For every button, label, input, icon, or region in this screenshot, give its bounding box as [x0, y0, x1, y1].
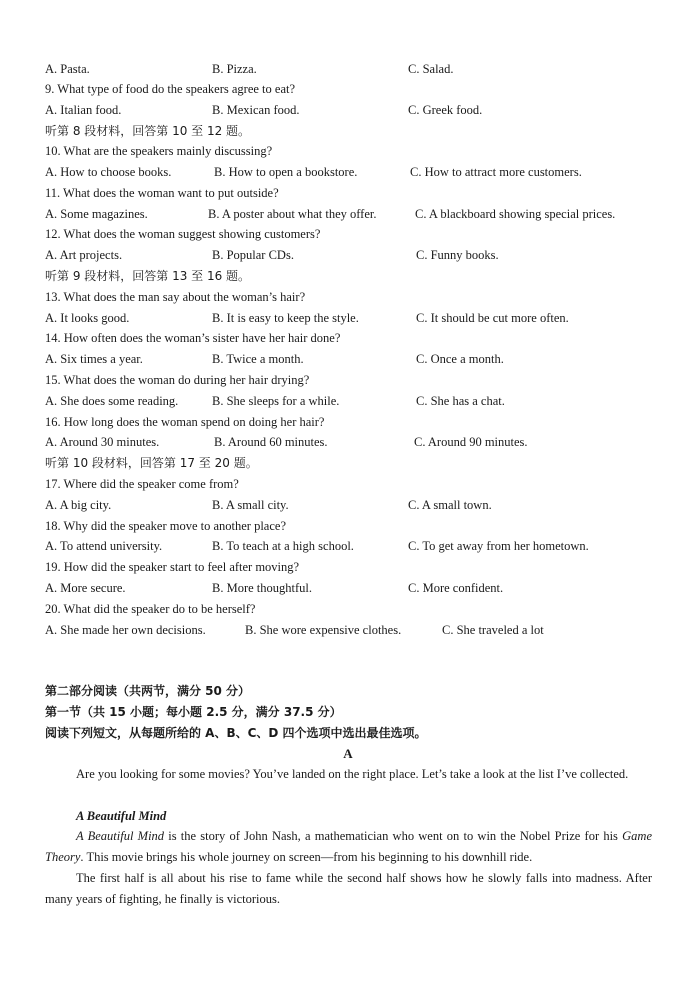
paragraph-text: . This movie brings his whole journey on screen—from his beginning to his downhill ride. — [80, 849, 533, 864]
answer-option: B. Around 60 minutes. — [214, 435, 328, 449]
answer-option: B. Mexican food. — [212, 103, 300, 117]
answer-option: B. Pizza. — [212, 62, 257, 76]
answer-option: A. She does some reading. — [45, 394, 179, 408]
passage-paragraph-1 — [45, 826, 652, 867]
answer-option: A. Around 30 minutes. — [45, 435, 160, 449]
question-text: 20. What did the speaker do to be herself? — [45, 602, 256, 616]
answer-option: B. Twice a month. — [212, 352, 304, 366]
answer-option: B. Popular CDs. — [212, 248, 294, 262]
answer-option: B. It is easy to keep the style. — [212, 311, 359, 325]
answer-option: B. She sleeps for a while. — [212, 394, 340, 408]
answer-option: A. More secure. — [45, 581, 126, 595]
part-title: 第二部分阅读（共两节，满分 50 分） — [45, 684, 251, 698]
passage-intro: Are you looking for some movies? You’ve landed on the right place. Let’s take a look at the list I’ve collected. — [76, 767, 629, 781]
answer-option: C. Around 90 minutes. — [414, 435, 528, 449]
passage-letter: A — [343, 746, 353, 761]
listening-section-heading: 听第 10 段材料，回答第 17 至 20 题。 — [45, 456, 258, 470]
answer-option: A. To attend university. — [45, 539, 163, 553]
answer-option: C. Greek food. — [408, 103, 483, 117]
answer-option: B. How to open a bookstore. — [214, 165, 358, 179]
answer-option: A. Italian food. — [45, 103, 122, 117]
reading-instruction: 阅读下列短文，从每题所给的 A、B、C、D 四个选项中选出最佳选项。 — [45, 726, 427, 740]
question-text: 14. How often does the woman’s sister have her hair done? — [45, 331, 341, 345]
movie-title: A Beautiful Mind — [76, 809, 167, 823]
question-text: 18. Why did the speaker move to another place? — [45, 519, 287, 533]
answer-option: C. A blackboard showing special prices. — [415, 207, 616, 221]
listening-section-heading: 听第 9 段材料，回答第 13 至 16 题。 — [45, 269, 251, 283]
answer-option: A. She made her own decisions. — [45, 623, 206, 637]
movie-title-inline: A Beautiful Mind — [76, 829, 165, 843]
answer-option: C. It should be cut more often. — [416, 311, 569, 325]
answer-option: B. A poster about what they offer. — [208, 207, 377, 221]
answer-option: B. A small city. — [212, 498, 289, 512]
game-theory-term: Game Theory — [45, 829, 652, 864]
question-text: 11. What does the woman want to put outside? — [45, 186, 279, 200]
answer-option: C. Salad. — [408, 62, 454, 76]
answer-option: A. Six times a year. — [45, 352, 143, 366]
answer-option: A. How to choose books. — [45, 165, 172, 179]
answer-option: B. To teach at a high school. — [212, 539, 354, 553]
question-text: 9. What type of food do the speakers agree to eat? — [45, 82, 296, 96]
answer-option: C. Once a month. — [416, 352, 504, 366]
answer-option: B. She wore expensive clothes. — [245, 623, 402, 637]
passage-paragraph-2: The first half is all about his rise to fame while the second half shows how he slowly falls into madness. After many years of fighting, he finally is victorious. — [45, 871, 652, 906]
answer-option: A. Some magazines. — [45, 207, 148, 221]
question-text: 19. How did the speaker start to feel after moving? — [45, 560, 300, 574]
listening-section-heading: 听第 8 段材料，回答第 10 至 12 题。 — [45, 124, 251, 138]
answer-option: C. How to attract more customers. — [410, 165, 582, 179]
answer-option: C. More confident. — [408, 581, 504, 595]
answer-option: A. A big city. — [45, 498, 112, 512]
answer-option: C. She has a chat. — [416, 394, 505, 408]
answer-option: C. She traveled a lot — [442, 623, 544, 637]
paragraph-text: is the story of John Nash, a mathematician who went on to win the Nobel Prize for his — [164, 829, 623, 843]
question-text: 15. What does the woman do during her hair drying? — [45, 373, 310, 387]
answer-option: B. More thoughtful. — [212, 581, 312, 595]
answer-option: A. Pasta. — [45, 62, 90, 76]
question-text: 17. Where did the speaker come from? — [45, 477, 239, 491]
section-title: 第一节（共 15 小题；每小题 2.5 分，满分 37.5 分） — [45, 705, 342, 719]
answer-option: A. It looks good. — [45, 311, 130, 325]
answer-option: C. To get away from her hometown. — [408, 539, 589, 553]
question-text: 10. What are the speakers mainly discussing? — [45, 144, 273, 158]
answer-option: C. A small town. — [408, 498, 492, 512]
question-text: 16. How long does the woman spend on doing her hair? — [45, 415, 325, 429]
answer-option: A. Art projects. — [45, 248, 123, 262]
question-text: 13. What does the man say about the woman’s hair? — [45, 290, 306, 304]
question-text: 12. What does the woman suggest showing customers? — [45, 227, 321, 241]
answer-option: C. Funny books. — [416, 248, 499, 262]
